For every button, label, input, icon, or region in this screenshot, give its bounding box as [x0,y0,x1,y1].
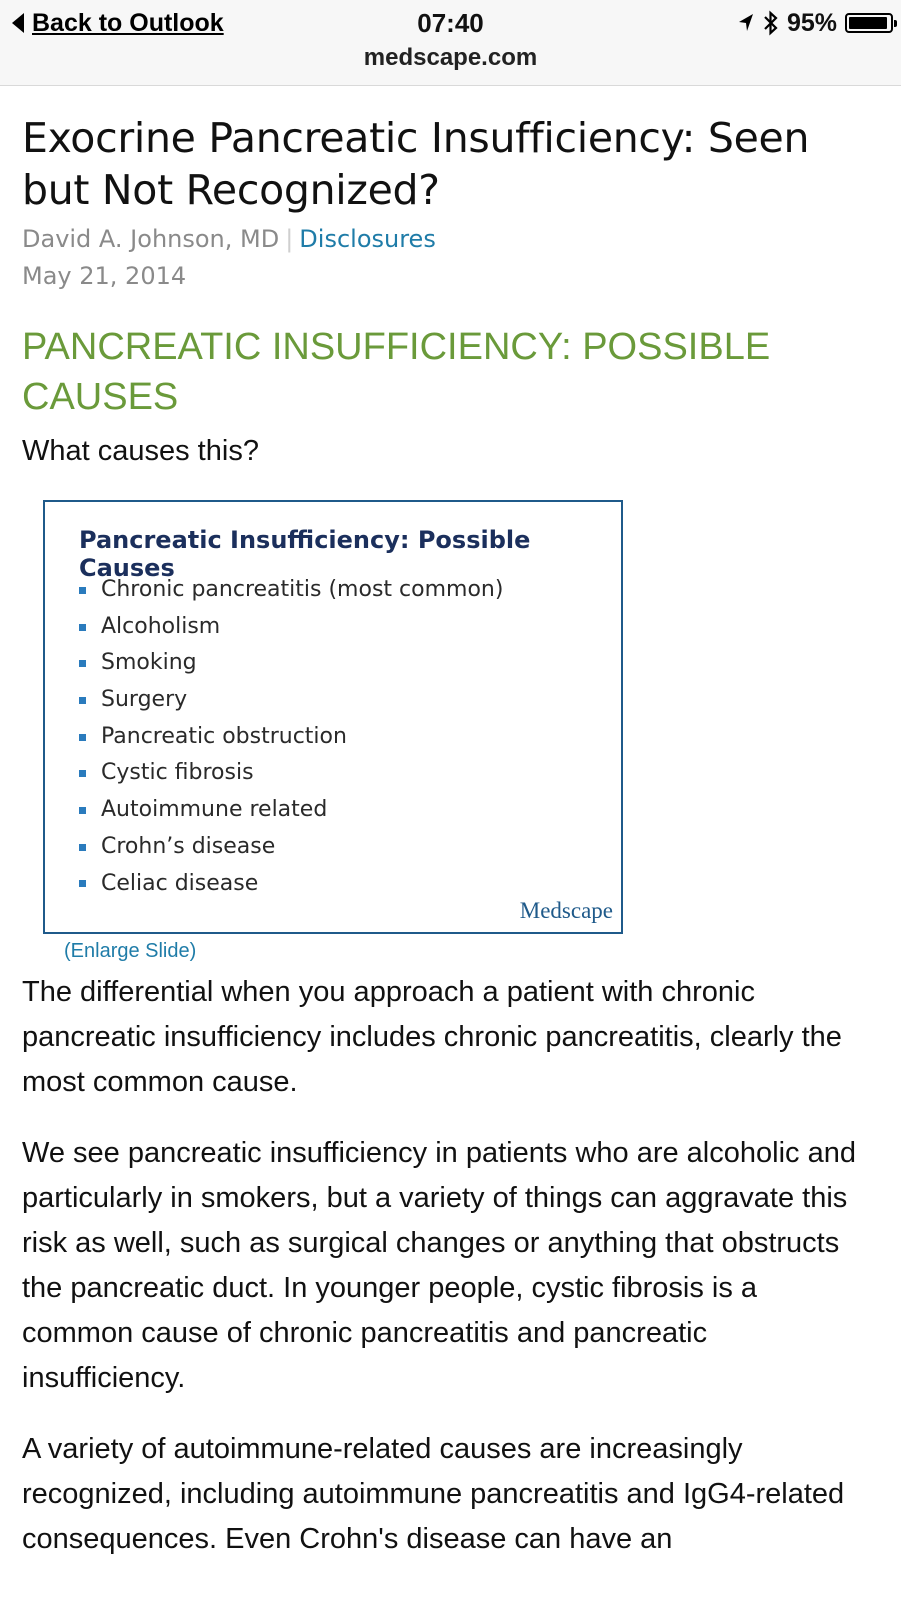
slide-item-text: Celiac disease [101,870,259,896]
slide-list-item [79,609,503,646]
bullet-icon [79,844,86,851]
page-domain[interactable]: medscape.com [363,44,538,71]
article-title: Exocrine Pancreatic Insufficiency: Seen but Not Recognized? [22,114,810,214]
article-paragraph: The differential when you approach a patient with chronic pancreatic insufficiency includes chronic pancreatitis, clearly the most common cause. [22,976,842,1098]
battery-percent: 95% [786,8,837,37]
back-to-outlook-button[interactable] [12,6,224,40]
status-bar [0,0,901,86]
slide-item-text: Surgery [101,687,188,713]
logo-suffix: scape [561,898,613,923]
byline-separator: | [285,225,294,253]
status-indicators [737,6,893,40]
slide-list-item [79,829,503,866]
clock: 07:40 [417,8,484,38]
article-paragraph: We see pancreatic insufficiency in patients who are alcoholic and particularly in smokers, but a variety of things can aggravate this risk as well, such as surgical changes or anything that obstructs the pancreatic duct. In younger people, cystic fibrosis is a common cause of chronic pancreatitis and pancreatic insufficiency. [22,1137,856,1394]
section-heading: PANCREATIC INSUFFICIENCY: POSSIBLE CAUSES [22,326,771,418]
slide-list-item [79,755,503,792]
battery-level-fill [849,17,887,29]
byline [22,222,872,256]
slide-item-text: Autoimmune related [101,797,328,823]
disclosures-link[interactable]: Disclosures [299,225,436,253]
publish-date: May 21, 2014 [22,262,187,290]
author-name: David A. Johnson, MD [22,225,280,253]
back-to-outlook-label: Back to Outlook [32,8,224,37]
slide-item-text: Pancreatic obstruction [101,723,347,749]
slide-item-text: Chronic pancreatitis (most common) [101,577,504,602]
slide-list-item [79,682,503,719]
bluetooth-icon [763,10,779,36]
slide-item-text: Cystic fibrosis [101,760,254,786]
bullet-icon [79,770,86,777]
slide-item-text: Alcoholism [101,613,221,639]
bullet-icon [79,880,86,887]
bullet-icon [79,734,86,741]
back-chevron-icon [12,13,24,33]
article-paragraph: A variety of autoimmune-related causes are increasingly recognized, including autoimmune pancreatitis and IgG4-related consequences. Even Crohn's disease can have an [22,1433,845,1555]
slide-item-text: Smoking [101,650,197,676]
logo-prefix: Med [519,898,562,923]
bullet-icon [79,624,86,631]
slide-title: Pancreatic Insufficiency: Possible Causes [79,526,531,582]
article [22,112,872,1562]
slide-image[interactable] [43,500,623,934]
bullet-icon [79,697,86,704]
location-arrow-icon [737,13,755,33]
slide-cause-list [79,572,503,902]
bullet-icon [79,587,86,594]
slide-item-text: Crohn’s disease [101,833,276,859]
battery-icon [845,13,893,33]
bullet-icon [79,807,86,814]
enlarge-slide-link[interactable]: (Enlarge Slide) [64,940,197,962]
slide-list-item [79,645,503,682]
lead-question: What causes this? [22,435,259,467]
slide-list-item [79,719,503,756]
medscape-logo [520,898,613,924]
bullet-icon [79,660,86,667]
slide-list-item [79,572,503,609]
slide-list-item [79,792,503,829]
slide-list-item [79,866,503,903]
